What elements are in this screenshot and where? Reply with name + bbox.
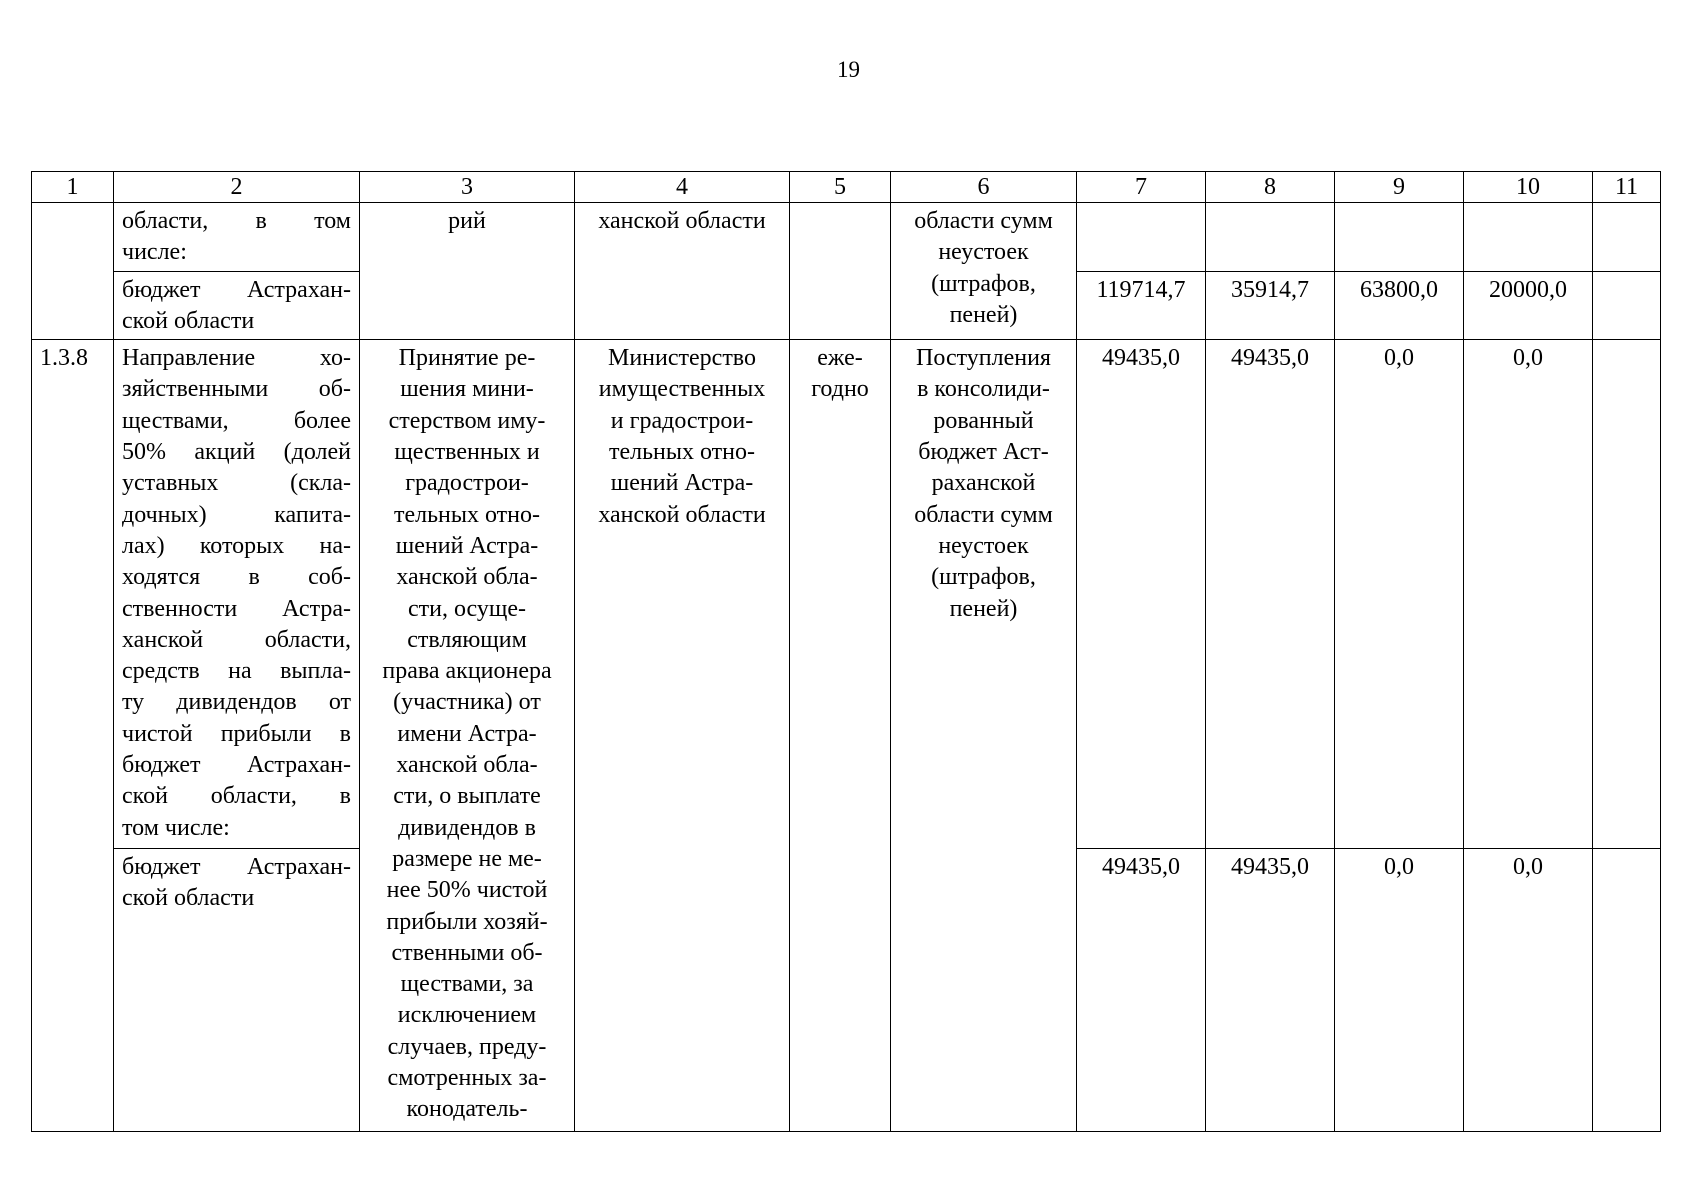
text-line: (штрафов, xyxy=(931,270,1036,297)
text-line: уставных (скла- xyxy=(122,470,351,497)
text-line: ханской области, xyxy=(122,626,351,653)
text-line: бюджет Астрахан- xyxy=(122,752,351,779)
text-line: Поступления xyxy=(916,345,1051,372)
text-line: еже- xyxy=(817,345,863,372)
value-cell: 49435,0 xyxy=(1206,340,1335,849)
text-line: области, в том xyxy=(122,208,351,234)
text-line: ществами, более xyxy=(122,407,351,434)
text-line: нее 50% чистой xyxy=(386,877,548,904)
text-line: права акционера xyxy=(382,658,552,685)
text-line: исключением xyxy=(397,1002,537,1029)
text-line: средств на выпла- xyxy=(122,658,351,685)
description-cell xyxy=(114,849,360,1132)
result-cell xyxy=(891,203,1077,340)
text-line: имущественных xyxy=(598,376,766,403)
text-line: щественных и xyxy=(394,439,540,466)
column-number: 8 xyxy=(1206,172,1335,203)
text-line: и градострои- xyxy=(610,407,754,434)
column-number: 3 xyxy=(360,172,575,203)
text-line: ской области, в xyxy=(122,783,351,810)
text-line: Направление хо- xyxy=(122,345,351,372)
value-cell: 0,0 xyxy=(1464,849,1593,1132)
responsible-cell xyxy=(575,340,790,1132)
column-number: 5 xyxy=(790,172,891,203)
column-number: 7 xyxy=(1077,172,1206,203)
description-cell xyxy=(114,271,360,340)
text-line: ствляющим xyxy=(407,626,527,653)
text-line: том числе: xyxy=(122,814,230,841)
value-cell: 49435,0 xyxy=(1077,849,1206,1132)
text-line: шений Астра- xyxy=(610,470,754,497)
text-line: 50% акций (долей xyxy=(122,439,351,466)
text-line: сти, о выплате xyxy=(393,783,541,810)
text-line: ственными об- xyxy=(391,939,543,966)
column-number: 4 xyxy=(575,172,790,203)
text-line: ственности Астра- xyxy=(122,595,351,622)
text-line: сти, осуще- xyxy=(407,595,527,622)
text-line: пеней) xyxy=(949,595,1018,622)
value-cell xyxy=(1206,203,1335,272)
action-cell xyxy=(360,203,575,340)
text-line: (участника) от xyxy=(393,689,541,716)
row-index-cell xyxy=(32,203,114,340)
text-line: (штрафов, xyxy=(931,564,1036,591)
text-line: ту дивидендов от xyxy=(122,689,351,716)
text-line: Министерство xyxy=(608,345,756,372)
text-line: области сумм xyxy=(914,208,1053,234)
value-cell xyxy=(1593,271,1661,340)
text-line: пеней) xyxy=(949,301,1018,328)
column-number: 11 xyxy=(1593,172,1661,203)
text-line: смотренных за- xyxy=(387,1065,547,1092)
text-line: лах) которых на- xyxy=(122,532,351,559)
text-line: области сумм xyxy=(914,501,1053,528)
row-index-cell: 1.3.8 xyxy=(32,340,114,1132)
value-cell xyxy=(1593,203,1661,272)
value-cell: 0,0 xyxy=(1464,340,1593,849)
text-line: рий xyxy=(448,208,486,234)
value-cell: 0,0 xyxy=(1335,340,1464,849)
table-row xyxy=(32,203,1661,272)
text-line: бюджет Астрахан- xyxy=(122,854,351,881)
column-number: 2 xyxy=(114,172,360,203)
value-cell xyxy=(1593,340,1661,849)
value-cell: 49435,0 xyxy=(1206,849,1335,1132)
column-number: 6 xyxy=(891,172,1077,203)
period-cell xyxy=(790,340,891,1132)
text-line: ханской обла- xyxy=(396,564,538,591)
text-line: ханской обла- xyxy=(396,752,538,779)
page-number: 19 xyxy=(837,57,860,82)
text-line: ществами, за xyxy=(400,971,534,998)
period-cell xyxy=(790,203,891,340)
text-line: тельных отно- xyxy=(393,501,541,528)
text-line: ходятся в соб- xyxy=(122,564,351,591)
text-line: дивидендов в xyxy=(398,814,536,841)
text-line: имени Астра- xyxy=(397,720,537,747)
text-line: прибыли хозяй- xyxy=(386,908,548,935)
value-cell: 63800,0 xyxy=(1335,271,1464,340)
action-cell xyxy=(360,340,575,1132)
text-line: размере не ме- xyxy=(392,845,542,872)
text-line: числе: xyxy=(122,239,187,266)
text-line: в консолиди- xyxy=(917,376,1050,403)
text-line: случаев, преду- xyxy=(387,1033,547,1060)
text-line: шений Астра- xyxy=(395,532,539,559)
text-line: рованный xyxy=(933,407,1034,434)
column-numbers-row xyxy=(32,172,1661,203)
column-number: 9 xyxy=(1335,172,1464,203)
value-cell: 49435,0 xyxy=(1077,340,1206,849)
text-line: раханской xyxy=(931,470,1036,497)
text-line: чистой прибыли в xyxy=(122,720,351,747)
text-line: Принятие ре- xyxy=(398,345,536,372)
text-line: стерством иму- xyxy=(388,407,546,434)
result-cell xyxy=(891,340,1077,1132)
value-cell xyxy=(1464,203,1593,272)
measures-table xyxy=(31,171,1661,1132)
text-line: неустоек xyxy=(938,532,1029,559)
text-line: ханской области xyxy=(598,501,766,528)
value-cell xyxy=(1335,203,1464,272)
description-cell xyxy=(114,340,360,849)
column-number: 10 xyxy=(1464,172,1593,203)
text-line: бюджет Астрахан- xyxy=(122,276,351,303)
text-line: шения мини- xyxy=(400,376,534,403)
description-cell xyxy=(114,203,360,272)
text-line: градострои- xyxy=(405,470,529,497)
responsible-cell xyxy=(575,203,790,340)
text-line: тельных отно- xyxy=(608,439,756,466)
value-cell xyxy=(1077,203,1206,272)
value-cell xyxy=(1593,849,1661,1132)
text-line: годно xyxy=(811,376,869,403)
text-line: ской области xyxy=(122,885,255,912)
column-number: 1 xyxy=(32,172,114,203)
text-line: дочных) капита- xyxy=(122,501,351,528)
text-line: ханской области xyxy=(598,208,766,234)
text-line: неустоек xyxy=(938,239,1029,266)
text-line: бюджет Аст- xyxy=(918,439,1049,466)
table-row xyxy=(32,340,1661,849)
value-cell: 119714,7 xyxy=(1077,271,1206,340)
text-line: зяйственными об- xyxy=(122,376,351,403)
text-line: ской области xyxy=(122,307,255,334)
text-line: конодатель- xyxy=(406,1096,528,1123)
value-cell: 0,0 xyxy=(1335,849,1464,1132)
value-cell: 35914,7 xyxy=(1206,271,1335,340)
value-cell: 20000,0 xyxy=(1464,271,1593,340)
